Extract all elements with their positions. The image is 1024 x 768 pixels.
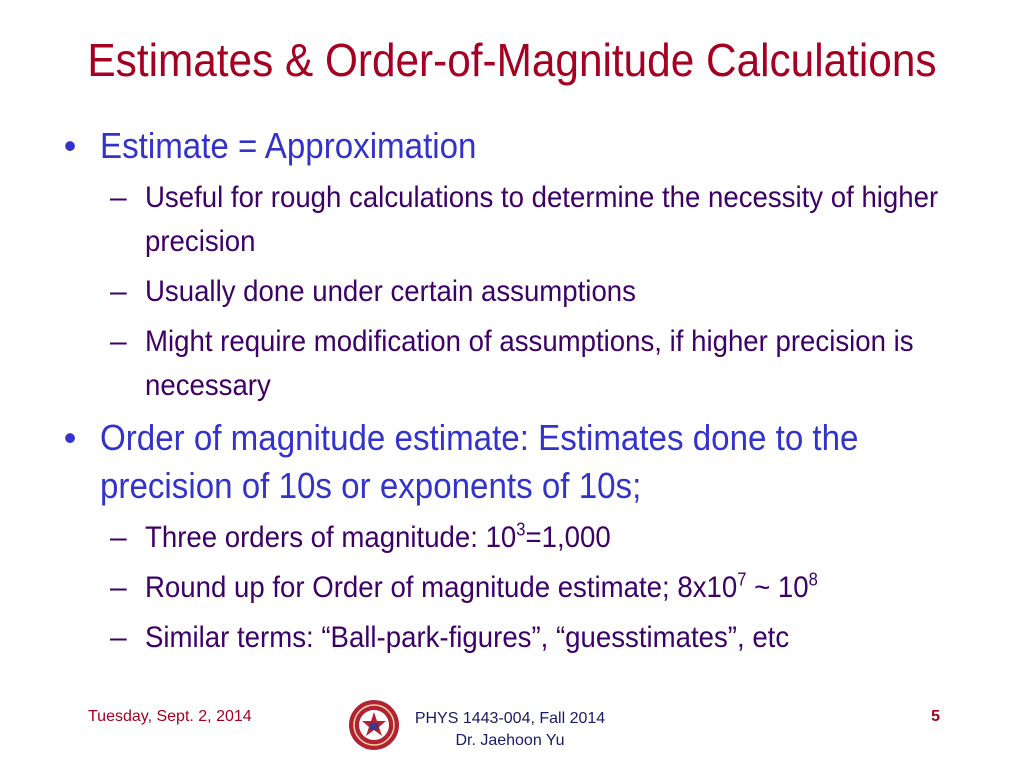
bullet-text: Estimate = Approximation (100, 125, 477, 166)
footer-date: Tuesday, Sept. 2, 2014 (88, 708, 252, 725)
page-number: 5 (931, 708, 940, 725)
dash-marker: – (110, 181, 127, 214)
dash-marker: – (110, 521, 127, 554)
bullet-estimate (55, 122, 985, 170)
sub-bullet-three-orders (55, 516, 985, 560)
slide-title: Estimates & Order-of-Magnitude Calculations (87, 34, 937, 86)
exponent: 3 (516, 519, 526, 540)
sub-bullet-text: Similar terms: “Ball-park-figures”, “guesstimates”, etc (145, 621, 790, 654)
bullet-text: Order of magnitude estimate: Estimates done to the precision of 10s or exponents of 10s; (100, 417, 859, 506)
bullet-order-of-magnitude (55, 414, 985, 510)
sub-bullet-text: Might require modification of assumptions, if higher precision is necessary (145, 325, 914, 402)
slide-content (55, 118, 985, 660)
sub-bullet-text: Useful for rough calculations to determine the necessity of higher precision (145, 181, 939, 258)
dash-marker: – (110, 275, 127, 308)
sub-bullet-text: Three orders of magnitude: $10^3=1,000$ (145, 519, 611, 554)
dash-marker: – (110, 325, 127, 358)
sub-bullet-text: Round up for Order of magnitude estimate; $8x10^7$ ~ $10^8$ (145, 569, 818, 604)
sub-bullet-text: Usually done under certain assumptions (145, 275, 636, 308)
sub-bullet-modification (55, 320, 985, 408)
sub-bullet-assumptions (55, 270, 985, 314)
sub-bullet-similar-terms (55, 616, 985, 660)
footer-instructor: Dr. Jaehoon Yu (455, 732, 565, 749)
sub-bullet-round-up (55, 566, 985, 610)
footer-course: PHYS 1443-004, Fall 2014 (414, 710, 606, 727)
dash-marker: – (110, 621, 127, 654)
dash-marker: – (110, 571, 127, 604)
exponent: 8 (808, 569, 818, 590)
bullet-marker: • (63, 125, 77, 166)
footer-course-info (370, 708, 650, 752)
sub-bullet-useful (55, 176, 985, 264)
exponent: 7 (737, 569, 747, 590)
bullet-marker: • (63, 417, 77, 458)
